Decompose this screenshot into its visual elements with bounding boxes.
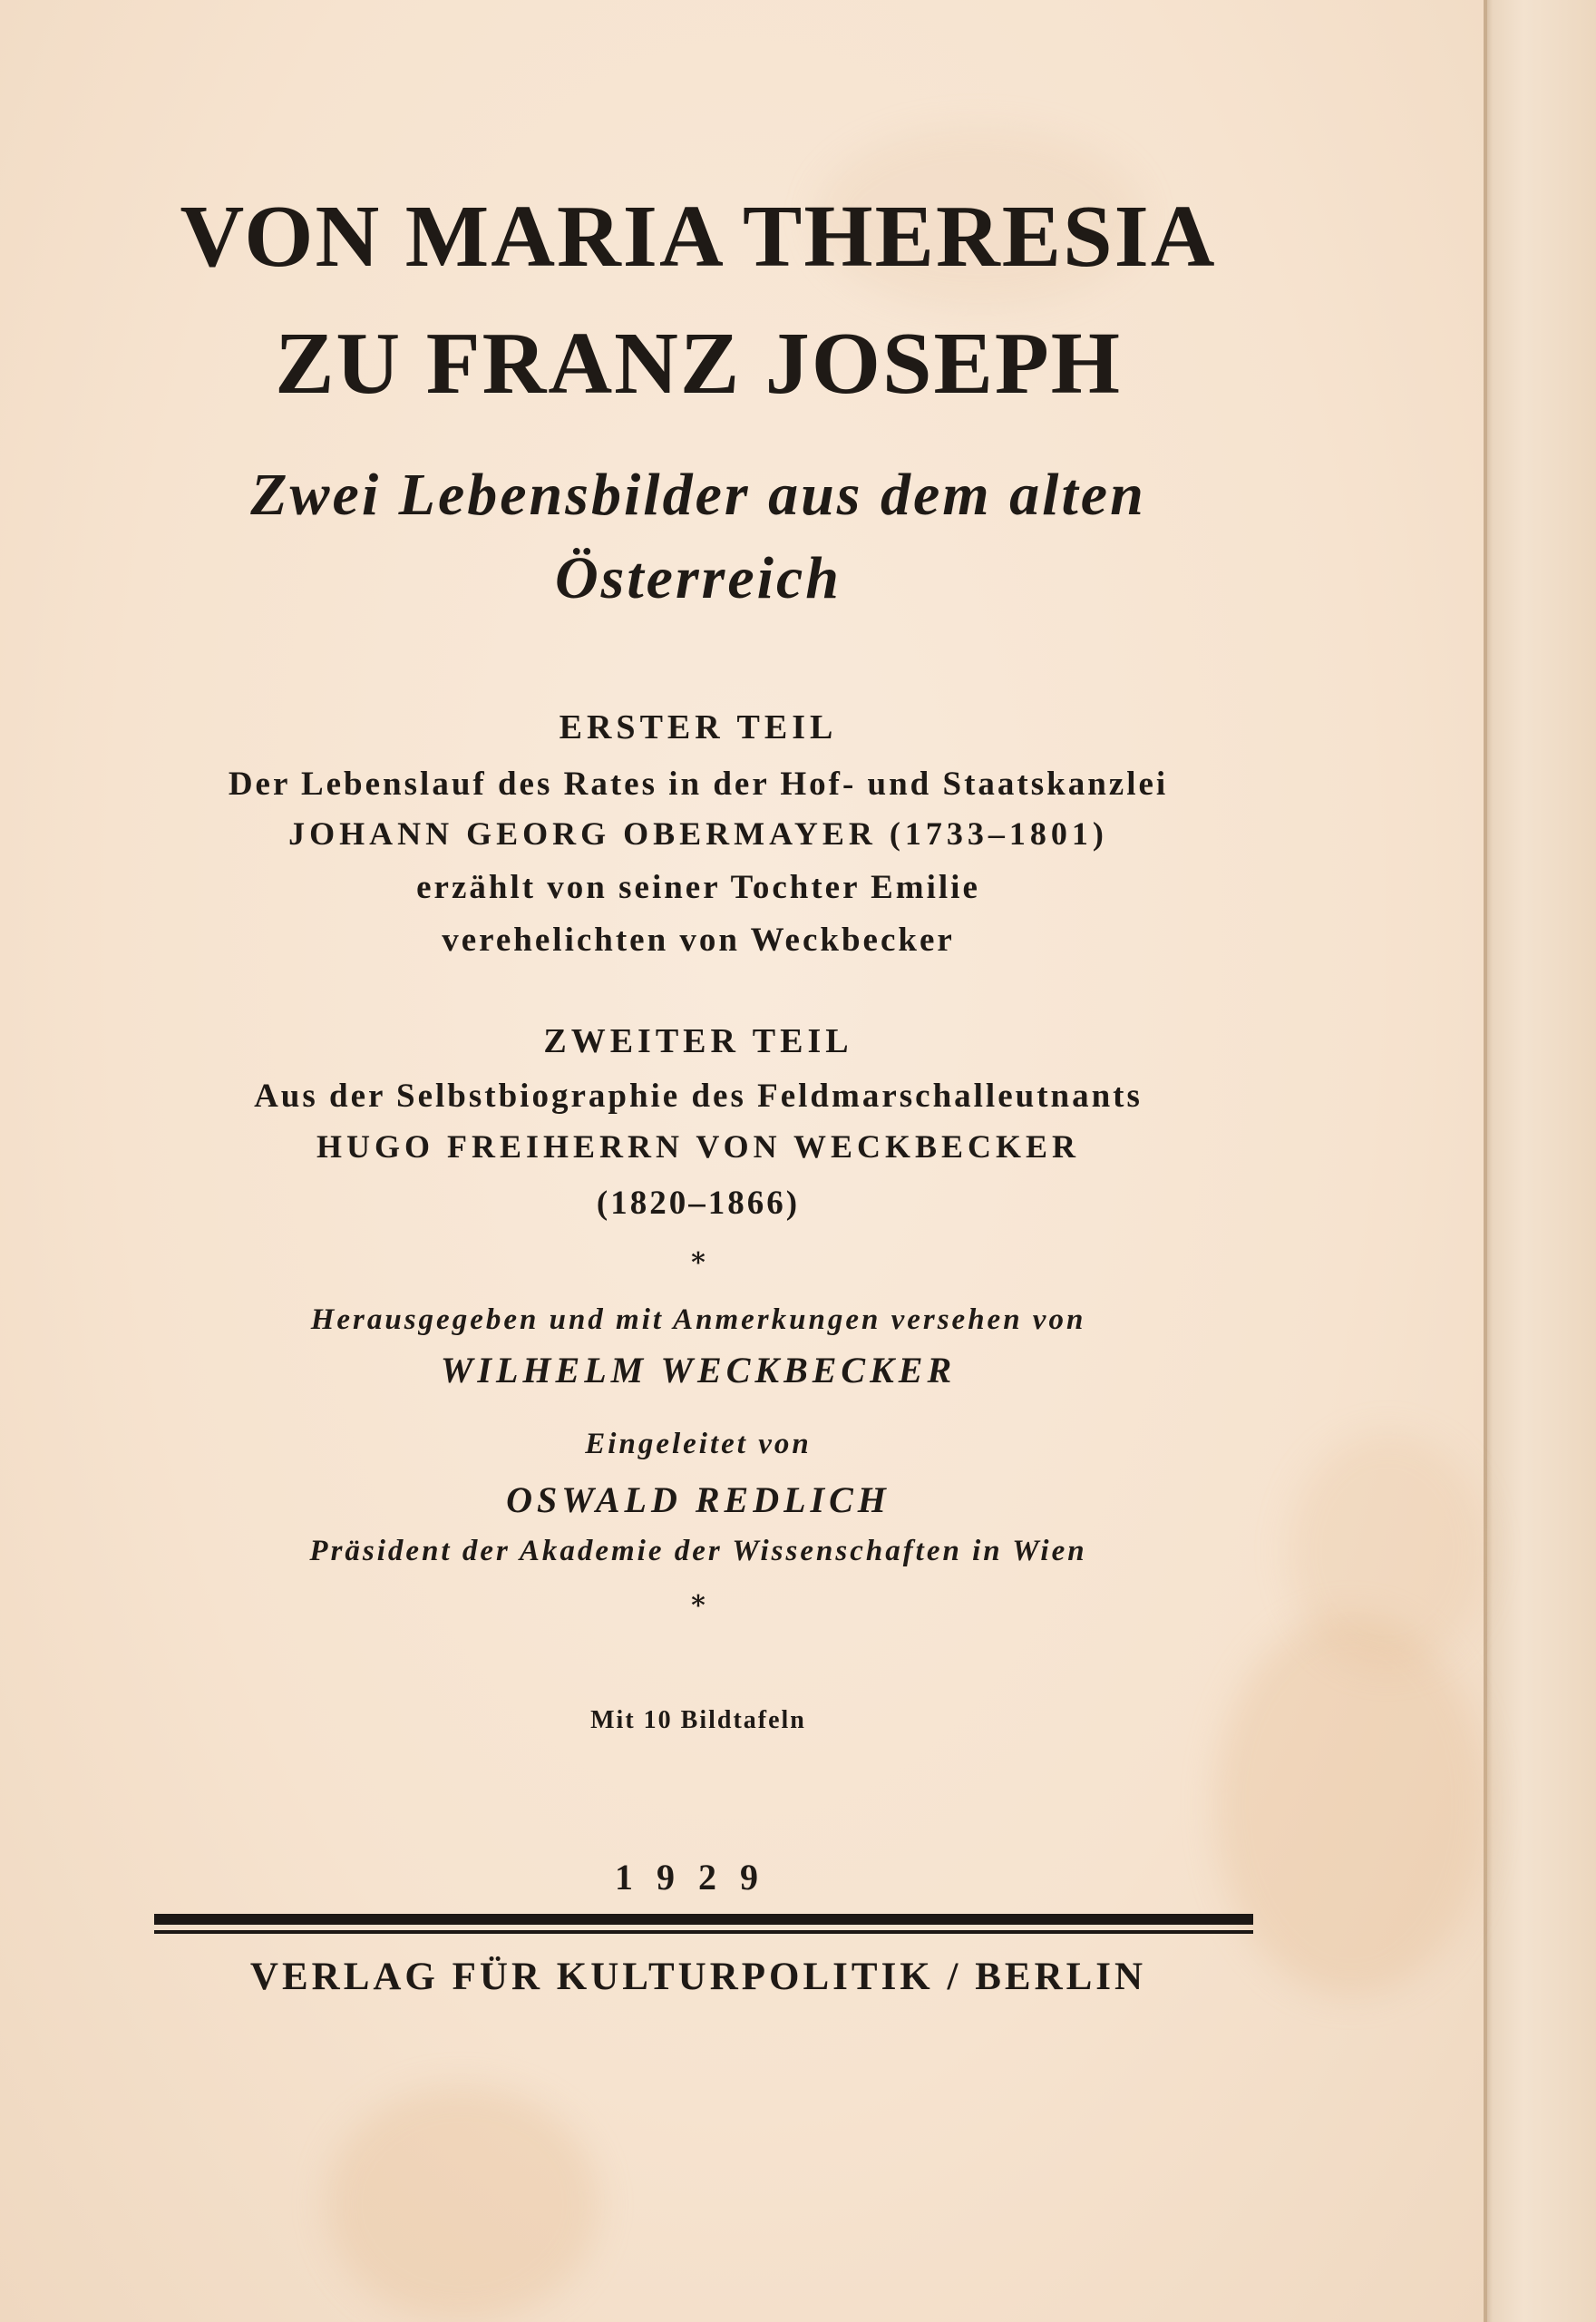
part2-heading: ZWEITER TEIL [543,1022,853,1060]
page-gutter [1484,0,1487,2322]
part2-line-1: Aus der Selbstbiographie des Feldmarschalleutnants [254,1078,1143,1115]
separator-star: * [691,1590,706,1622]
adjacent-page-edge [1487,0,1596,2322]
editor-name: WILHELM WECKBECKER [440,1350,957,1390]
paper-stain [1215,1615,1487,1995]
part1-line-3: erzählt von seiner Tochter Emilie [416,869,980,906]
separator-star: * [691,1247,706,1279]
plates-note: Mit 10 Bildtafeln [590,1706,806,1734]
publication-year: 1929 [615,1857,782,1898]
subtitle-line-1: Zwei Lebensbilder aus dem alten [250,462,1146,528]
subtitle-line-2: Österreich [555,545,842,611]
part1-line-1: Der Lebenslauf des Rates in der Hof- und Staatskanzlei [228,766,1169,803]
double-rule-thick [154,1914,1253,1925]
part1-line-2: JOHANN GEORG OBERMAYER (1733–1801) [288,815,1108,852]
double-rule-thin [154,1930,1253,1934]
part2-line-2: HUGO FREIHERRN VON WECKBECKER [316,1128,1081,1165]
paper-stain [326,2086,598,2322]
title-line-1: VON MARIA THERESIA [180,188,1217,286]
part1-heading: ERSTER TEIL [559,708,838,746]
introduction-name: OSWALD REDLICH [506,1479,890,1520]
introduction-intro: Eingeleitet von [585,1428,812,1460]
editor-intro: Herausgegeben und mit Anmerkungen versehen von [310,1303,1086,1336]
publisher-line: VERLAG FÜR KULTURPOLITIK / BERLIN [249,1956,1147,1998]
introduction-role: Präsident der Akademie der Wissenschaften in Wien [309,1535,1087,1567]
part2-line-3: (1820–1866) [596,1185,801,1222]
part1-line-4: verehelichten von Weckbecker [442,922,955,959]
title-line-2: ZU FRANZ JOSEPH [275,315,1122,413]
